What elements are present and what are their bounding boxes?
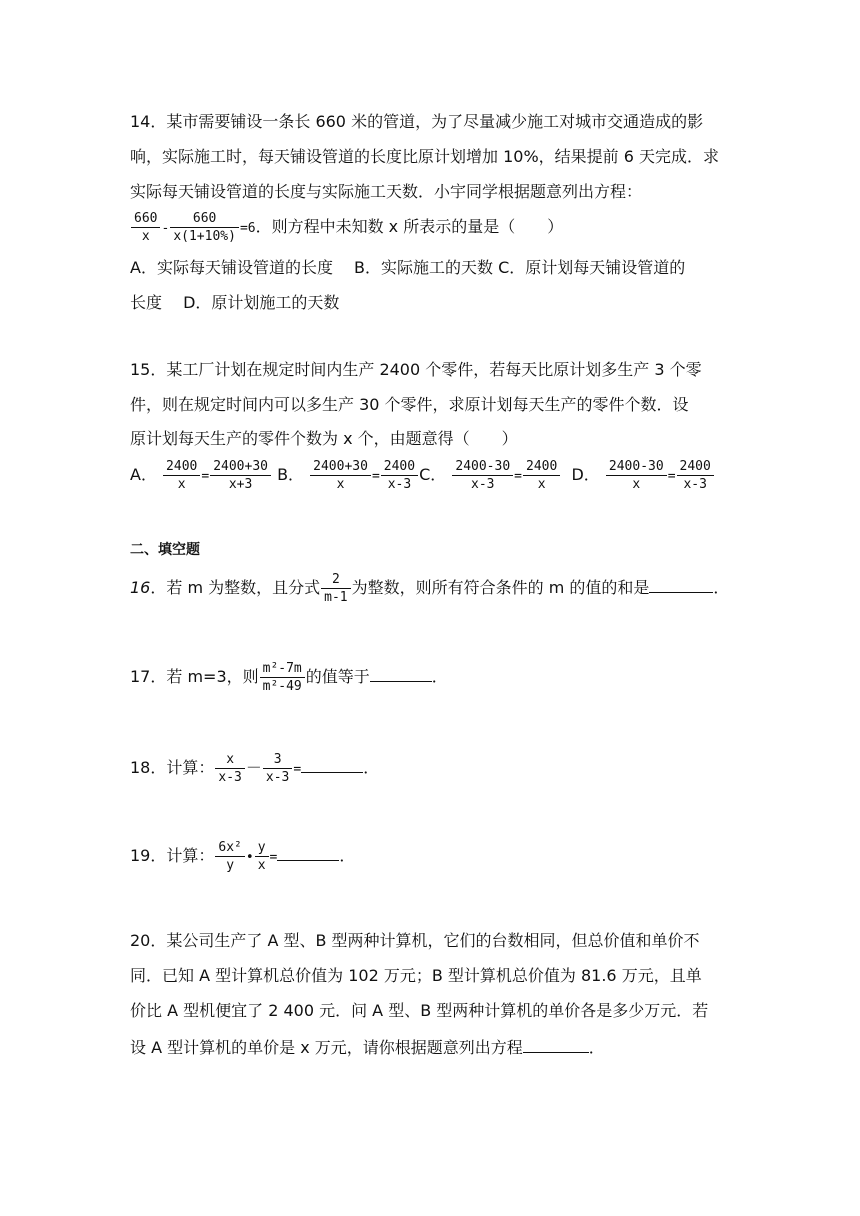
question-17 <box>130 655 448 699</box>
q14-equation-line <box>130 210 563 246</box>
q20-text: 设 A 型计算机的单价是 x 万元，请你根据题意列出方程 <box>130 1038 523 1057</box>
q15-line-2: 件，则在规定时间内可以多生产 30 个零件，求原计划每天生产的零件个数．设 <box>130 395 689 414</box>
q15-line-3: 原计划每天生产的零件个数为 x 个，由题意得（ ） <box>130 429 518 448</box>
answer-blank[interactable] <box>649 576 713 593</box>
fraction: $\frac{2400}{x}$ <box>163 459 200 492</box>
option-b-label: B． <box>277 465 305 484</box>
q20-line-3: 价比 A 型机便宜了 2 400 元．问 A 型、B 型两种计算机的单价各是多少万元．若 <box>130 1001 709 1020</box>
q15-options: A． $\frac{2400}{x}$ = $\frac{2400+30}{x+3}$ B． $\frac{2400+30}{x}$ = $\frac{2400}{x-3}$ C． $\frac{2400-30}{x-3}$ = $\frac{2400}{x}$ D． $\frac{2400-30}{x}$ = $\frac{2400}{x-3}$ <box>130 455 715 497</box>
q14-line-3: 实际每天铺设管道的长度与实际施工天数．小宇同学根据题意列出方程： <box>130 182 643 201</box>
q16-number: 16 <box>130 578 151 597</box>
option-c-label: C． <box>419 465 447 484</box>
multiply-dot: • <box>245 850 254 865</box>
fraction: $\frac{2400-30}{x-3}$ <box>452 459 513 492</box>
q14-question-tail: ．则方程中未知数 x 所表示的量是（ ） <box>255 217 564 236</box>
fraction: $\frac{2400}{x-3}$ <box>677 459 714 492</box>
q16-text: ．若 m 为整数，且分式 <box>150 578 321 597</box>
equals-six: =6 <box>239 221 256 236</box>
q14-line-2: 响，实际施工时，每天铺设管道的长度比原计划增加 10%，结果提前 6 天完成．求 <box>130 147 720 166</box>
fraction: $\frac{2400+30}{x+3}$ <box>210 459 271 492</box>
period: ． <box>431 667 448 686</box>
q20-line-4 <box>130 1036 605 1058</box>
q20-line-2: 同．已知 A 型计算机总价值为 102 万元；B 型计算机总价值为 81.6 万元，且单 <box>130 966 702 985</box>
fraction: $\frac{2400}{x}$ <box>523 459 560 492</box>
fraction: $\frac{3}{x-3}$ <box>263 752 292 785</box>
q17-text: 17．若 m=3，则 <box>130 667 259 686</box>
q15-line-1: 15．某工厂计划在规定时间内生产 2400 个零件，若每天比原计划多生产 3 个零 <box>130 360 702 379</box>
q19-text: 19．计算： <box>130 846 215 865</box>
period: ． <box>339 846 356 865</box>
q16-text-tail: 为整数，则所有符合条件的 m 的值的和是 <box>351 578 650 597</box>
equals-sign: = <box>269 850 278 865</box>
fraction: $\frac{2400+30}{x}$ <box>310 459 371 492</box>
answer-blank[interactable] <box>370 665 432 682</box>
fraction: $\frac{2400-30}{x}$ <box>606 459 667 492</box>
q18-text: 18．计算： <box>130 758 215 777</box>
q14-line-1: 14．某市需要铺设一条长 660 米的管道，为了尽量减少施工对城市交通造成的影 <box>130 112 704 131</box>
fraction: $\frac{x}{x-3}$ <box>215 752 244 785</box>
option-a-label: A． <box>130 465 157 484</box>
section-heading: 二、填空题 <box>130 542 200 558</box>
option-d-label: D． <box>571 465 600 484</box>
minus-sign: - <box>161 221 170 236</box>
q14-options: A．实际每天铺设管道的长度 B．实际施工的天数 C．原计划每天铺设管道的 <box>130 258 686 277</box>
fraction: $\frac{660}{x}$ <box>131 211 160 244</box>
answer-blank[interactable] <box>277 844 339 861</box>
fraction: $\frac{660}{x(1+10\%)}$ <box>170 211 239 244</box>
q20-line-1: 20．某公司生产了 A 型、B 型两种计算机，它们的台数相同，但总价值和单价不 <box>130 931 700 950</box>
q14-options-cont: 长度 D．原计划施工的天数 <box>130 293 340 312</box>
fraction: $\frac{\text{6x²}}{y}$ <box>215 840 244 873</box>
period: ． <box>363 758 380 777</box>
period: ． <box>713 578 730 597</box>
answer-blank[interactable] <box>301 756 363 773</box>
answer-blank[interactable] <box>523 1036 589 1053</box>
fraction: $\frac{y}{x}$ <box>255 840 269 873</box>
question-18 <box>130 748 379 790</box>
question-16 <box>130 568 729 608</box>
equals-sign: = <box>293 762 302 777</box>
fraction: $\frac{\text{m²-7m}}{\text{m²-49}}$ <box>260 661 305 694</box>
question-19 <box>130 834 355 880</box>
fraction: $\frac{2}{m-1}$ <box>321 572 350 605</box>
fraction: $\frac{2400}{x-3}$ <box>381 459 418 492</box>
minus-sign: － <box>245 758 262 777</box>
period: ． <box>588 1038 605 1057</box>
q17-text-tail: 的值等于 <box>305 667 370 686</box>
